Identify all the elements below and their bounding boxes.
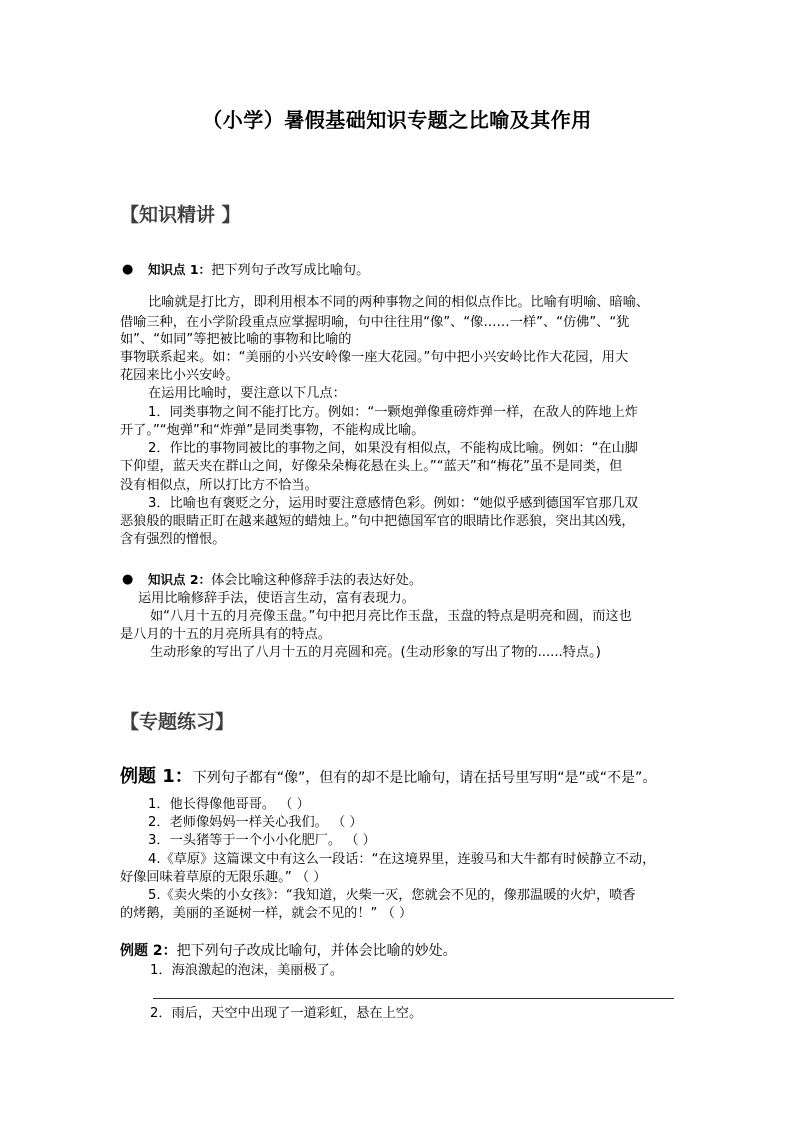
paragraph-line: 事物联系起来。如：“美丽的小兴安岭像一座大花园。”句中把小兴安岭比作大花园，用大 xyxy=(120,350,629,365)
section-heading-knowledge: 【知识精讲 】 xyxy=(120,204,241,226)
paragraph-line: 比喻就是打比方，即利用根本不同的两种事物之间的相似点作比。比喻有明喻、暗喻、 xyxy=(148,295,650,310)
paragraph-line: 含有强烈的憎恨。 xyxy=(120,532,226,547)
example-1-item: 好像回味着草原的无限乐趣。” （ ） xyxy=(120,870,327,885)
paragraph-line: 恶狼般的眼睛正盯在越来越短的蜡烛上。”句中把德国军官的眼睛比作恶狼，突出其凶残， xyxy=(120,514,635,529)
example-1-item: 1．他长得像他哥哥。 （ ） xyxy=(148,797,310,812)
paragraph-line: 如”、“如同”等把被比喻的事物和比喻的 xyxy=(120,332,352,347)
example-2-item: 1．海浪激起的泡沫，美丽极了。 xyxy=(150,963,344,978)
section-heading-practice: 【专题练习】 xyxy=(120,711,235,733)
example-2-instruction: 把下列句子改成比喻句，并体会比喻的妙处。 xyxy=(176,943,457,959)
example-2-heading xyxy=(120,940,457,960)
paragraph-line: 3．比喻也有褒贬之分，运用时要注意感情色彩。例如：“她似乎感到德国军官那几双 xyxy=(148,496,638,511)
answer-line[interactable] xyxy=(153,998,674,999)
knowledge-point-1 xyxy=(148,260,369,281)
bullet-icon: ● xyxy=(122,572,134,587)
paragraph-line: 开了。”“炮弹”和“炸弹”是同类事物，不能构成比喻。 xyxy=(120,423,425,438)
example-1-item: 的烤鹅，美丽的圣诞树一样，就会不见的！” （ ） xyxy=(120,906,413,921)
paragraph-line: 下仰望，蓝天夹在群山之间，好像朵朵梅花悬在头上。”“蓝天”和“梅花”虽不是同类，但 xyxy=(120,459,623,474)
example-1-instruction: 下列句子都有“像”，但有的却不是比喻句，请在括号里写明“是”或“不是”。 xyxy=(192,770,657,786)
knowledge-point-2 xyxy=(148,570,422,591)
example-1-heading xyxy=(120,762,656,788)
example-2-label: 例题 2： xyxy=(120,943,177,959)
paragraph-line: 没有相似点，所以打比方不恰当。 xyxy=(120,478,318,493)
example-1-item: 2．老师像妈妈一样关心我们。 （ ） xyxy=(148,815,363,830)
paragraph-line: 借喻三种，在小学阶段重点应掌握明喻，句中往往用“像”、“像……一样”、“仿佛”、“犹 xyxy=(120,315,630,330)
knowledge-point-1-label: 知识点 1： xyxy=(148,262,212,277)
bullet-icon: ● xyxy=(122,262,134,277)
example-1-item: 5.《卖火柴的小女孩》：“我知道，火柴一灭，您就会不见的，像那温暖的火炉，喷香 xyxy=(148,888,636,903)
example-1-item: 4.《草原》这篇课文中有这么一段话：“在这境界里，连骏马和大牛都有时候静立不动， xyxy=(148,852,656,867)
paragraph-line: 是八月的十五的月亮所具有的特点。 xyxy=(120,627,331,642)
paragraph-line: 生动形象的写出了八月十五的月亮圆和亮。(生动形象的写出了物的......特点。) xyxy=(150,645,601,660)
example-2-item: 2．雨后，天空中出现了一道彩虹，悬在上空。 xyxy=(150,1006,423,1021)
example-1-item: 3．一头猪等于一个小小化肥厂。 （ ） xyxy=(148,833,376,848)
knowledge-point-2-text: 体会比喻这种修辞手法的表达好处。 xyxy=(211,573,423,588)
paragraph-line: 1．同类事物之间不能打比方。例如：“一颗炮弹像重磅炸弹一样，在敌人的阵地上炸 xyxy=(148,405,638,420)
knowledge-point-1-text: 把下列句子改写成比喻句。 xyxy=(211,263,370,278)
paragraph-line: 如“八月十五的月亮像玉盘。”句中把月亮比作玉盘，玉盘的特点是明亮和圆，而这也 xyxy=(150,609,632,624)
knowledge-point-2-label: 知识点 2： xyxy=(148,572,212,587)
example-1-label: 例题 1： xyxy=(120,766,193,787)
paragraph-line: 花园来比小兴安岭。 xyxy=(120,368,239,383)
paragraph-line: 在运用比喻时，要注意以下几点： xyxy=(148,386,346,401)
paragraph-line: 运用比喻修辞手法，使语言生动，富有表现力。 xyxy=(138,591,415,606)
paragraph-line: 2．作比的事物同被比的事物之间，如果没有相似点，不能构成比喻。例如：“在山脚 xyxy=(148,441,638,456)
page-title: （小学）暑假基础知识专题之比喻及其作用 xyxy=(202,108,592,132)
